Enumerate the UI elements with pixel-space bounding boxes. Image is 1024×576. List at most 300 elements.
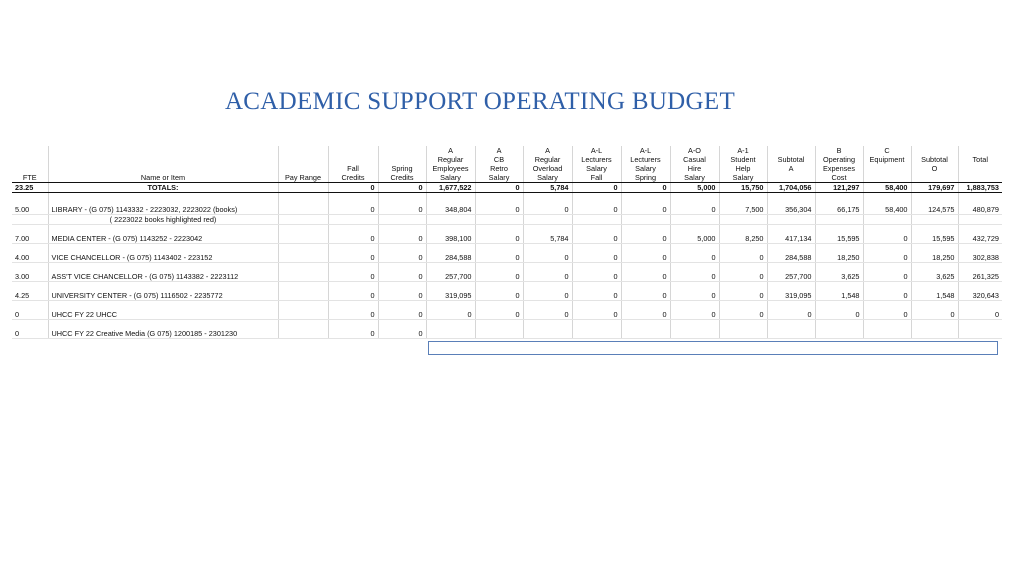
empty-cell[interactable] bbox=[426, 244, 475, 254]
empty-cell[interactable] bbox=[958, 301, 1002, 311]
empty-cell[interactable] bbox=[621, 263, 670, 273]
empty-cell[interactable] bbox=[911, 244, 958, 254]
data-cell[interactable]: 0 bbox=[523, 272, 572, 282]
empty-cell[interactable] bbox=[815, 244, 863, 254]
header-cell[interactable] bbox=[328, 146, 378, 155]
empty-cell[interactable] bbox=[523, 225, 572, 235]
empty-cell[interactable] bbox=[911, 225, 958, 235]
data-cell[interactable]: 18,250 bbox=[911, 253, 958, 263]
header-cell[interactable]: Overload bbox=[523, 164, 572, 173]
header-cell[interactable] bbox=[12, 155, 48, 164]
empty-cell[interactable] bbox=[719, 263, 767, 273]
empty-cell[interactable] bbox=[278, 215, 328, 225]
data-cell[interactable]: 0 bbox=[328, 205, 378, 215]
empty-cell[interactable] bbox=[48, 282, 278, 292]
data-cell[interactable]: 0 bbox=[378, 253, 426, 263]
empty-cell[interactable] bbox=[426, 225, 475, 235]
empty-cell[interactable] bbox=[815, 263, 863, 273]
empty-cell[interactable] bbox=[815, 301, 863, 311]
empty-cell[interactable] bbox=[815, 193, 863, 206]
empty-cell[interactable] bbox=[911, 282, 958, 292]
data-cell[interactable]: 0 bbox=[378, 329, 426, 339]
empty-cell[interactable] bbox=[378, 244, 426, 254]
data-cell[interactable]: 0 bbox=[12, 329, 48, 339]
empty-cell[interactable] bbox=[475, 225, 523, 235]
empty-cell[interactable] bbox=[670, 263, 719, 273]
totals-cell[interactable]: 5,000 bbox=[670, 183, 719, 193]
empty-cell[interactable] bbox=[719, 320, 767, 330]
empty-cell[interactable] bbox=[815, 215, 863, 225]
totals-cell[interactable]: 5,784 bbox=[523, 183, 572, 193]
data-cell[interactable]: 0 bbox=[719, 291, 767, 301]
data-cell[interactable]: 0 bbox=[523, 310, 572, 320]
header-cell[interactable]: Expenses bbox=[815, 164, 863, 173]
header-cell[interactable]: Subtotal bbox=[767, 155, 815, 164]
empty-cell[interactable] bbox=[378, 193, 426, 206]
empty-cell[interactable] bbox=[12, 263, 48, 273]
data-cell[interactable]: 15,595 bbox=[815, 234, 863, 244]
header-cell[interactable] bbox=[278, 146, 328, 155]
empty-cell[interactable] bbox=[719, 225, 767, 235]
header-cell[interactable] bbox=[278, 164, 328, 173]
empty-cell[interactable] bbox=[911, 301, 958, 311]
empty-cell[interactable] bbox=[572, 244, 621, 254]
empty-cell[interactable] bbox=[378, 320, 426, 330]
data-cell[interactable] bbox=[278, 329, 328, 339]
data-cell[interactable]: 0 bbox=[719, 253, 767, 263]
header-cell[interactable] bbox=[12, 146, 48, 155]
header-cell[interactable]: Regular bbox=[523, 155, 572, 164]
empty-cell[interactable] bbox=[572, 282, 621, 292]
empty-cell[interactable] bbox=[572, 301, 621, 311]
data-cell[interactable] bbox=[278, 310, 328, 320]
data-cell[interactable] bbox=[621, 329, 670, 339]
header-cell[interactable]: Fall bbox=[328, 164, 378, 173]
empty-cell[interactable] bbox=[426, 320, 475, 330]
empty-cell[interactable] bbox=[863, 225, 911, 235]
data-cell[interactable] bbox=[475, 329, 523, 339]
empty-cell[interactable] bbox=[48, 320, 278, 330]
data-cell[interactable]: 0 bbox=[670, 310, 719, 320]
totals-cell[interactable]: TOTALS: bbox=[48, 183, 278, 193]
data-cell[interactable] bbox=[572, 329, 621, 339]
data-cell[interactable]: 0 bbox=[767, 310, 815, 320]
empty-cell[interactable] bbox=[328, 320, 378, 330]
empty-cell[interactable] bbox=[12, 320, 48, 330]
empty-cell[interactable] bbox=[426, 301, 475, 311]
empty-cell[interactable] bbox=[378, 301, 426, 311]
header-cell[interactable]: A-O bbox=[670, 146, 719, 155]
empty-cell[interactable] bbox=[815, 282, 863, 292]
empty-cell[interactable] bbox=[767, 244, 815, 254]
data-cell[interactable]: 319,095 bbox=[767, 291, 815, 301]
data-cell[interactable] bbox=[278, 205, 328, 215]
data-cell[interactable]: 0 bbox=[328, 310, 378, 320]
data-cell[interactable]: 284,588 bbox=[767, 253, 815, 263]
empty-cell[interactable] bbox=[621, 244, 670, 254]
item-name-cell[interactable]: MEDIA CENTER - (G 075) 1143252 - 2223042 bbox=[48, 234, 278, 244]
empty-cell[interactable] bbox=[475, 193, 523, 206]
data-cell[interactable]: 0 bbox=[572, 253, 621, 263]
empty-cell[interactable] bbox=[670, 193, 719, 206]
data-cell[interactable]: 58,400 bbox=[863, 205, 911, 215]
data-cell[interactable]: 3,625 bbox=[911, 272, 958, 282]
header-cell[interactable] bbox=[378, 146, 426, 155]
empty-cell[interactable] bbox=[863, 215, 911, 225]
data-cell[interactable]: 284,588 bbox=[426, 253, 475, 263]
empty-cell[interactable] bbox=[328, 244, 378, 254]
header-cell[interactable]: Employees bbox=[426, 164, 475, 173]
header-cell[interactable] bbox=[328, 155, 378, 164]
empty-cell[interactable] bbox=[48, 263, 278, 273]
header-cell[interactable]: Salary bbox=[670, 173, 719, 183]
header-cell[interactable]: A bbox=[475, 146, 523, 155]
data-cell[interactable]: 480,879 bbox=[958, 205, 1002, 215]
header-cell[interactable]: Salary bbox=[426, 173, 475, 183]
empty-cell[interactable] bbox=[958, 244, 1002, 254]
empty-cell[interactable] bbox=[670, 225, 719, 235]
header-cell[interactable]: Credits bbox=[328, 173, 378, 183]
header-cell[interactable]: Salary bbox=[572, 164, 621, 173]
totals-cell[interactable]: 179,697 bbox=[911, 183, 958, 193]
data-cell[interactable]: 3,625 bbox=[815, 272, 863, 282]
empty-cell[interactable] bbox=[767, 263, 815, 273]
header-cell[interactable]: CB bbox=[475, 155, 523, 164]
empty-cell[interactable] bbox=[719, 282, 767, 292]
empty-cell[interactable] bbox=[12, 215, 48, 225]
data-cell[interactable]: 0 bbox=[621, 253, 670, 263]
header-cell[interactable] bbox=[48, 155, 278, 164]
item-name-cell[interactable]: VICE CHANCELLOR - (G 075) 1143402 - 223152 bbox=[48, 253, 278, 263]
empty-cell[interactable] bbox=[863, 263, 911, 273]
data-cell[interactable]: 398,100 bbox=[426, 234, 475, 244]
item-name-cell[interactable]: LIBRARY - (G 075) 1143332 - 2223032, 2223022 (books) bbox=[48, 205, 278, 215]
empty-cell[interactable] bbox=[48, 301, 278, 311]
data-cell[interactable]: 348,804 bbox=[426, 205, 475, 215]
data-cell[interactable]: 0 bbox=[863, 291, 911, 301]
empty-cell[interactable] bbox=[621, 215, 670, 225]
empty-cell[interactable] bbox=[426, 215, 475, 225]
data-cell[interactable]: 356,304 bbox=[767, 205, 815, 215]
header-cell[interactable]: Casual bbox=[670, 155, 719, 164]
data-cell[interactable]: 0 bbox=[572, 234, 621, 244]
empty-cell[interactable] bbox=[328, 215, 378, 225]
data-cell[interactable]: 0 bbox=[12, 310, 48, 320]
empty-cell[interactable] bbox=[475, 320, 523, 330]
data-cell[interactable]: 8,250 bbox=[719, 234, 767, 244]
header-cell[interactable] bbox=[863, 164, 911, 173]
empty-cell[interactable] bbox=[863, 320, 911, 330]
empty-cell[interactable] bbox=[863, 301, 911, 311]
header-cell[interactable]: Lecturers bbox=[572, 155, 621, 164]
data-cell[interactable]: 0 bbox=[572, 310, 621, 320]
totals-cell[interactable]: 121,297 bbox=[815, 183, 863, 193]
empty-cell[interactable] bbox=[523, 244, 572, 254]
data-cell[interactable]: 0 bbox=[378, 310, 426, 320]
data-cell[interactable]: 5,784 bbox=[523, 234, 572, 244]
selected-cell-range[interactable] bbox=[428, 341, 998, 355]
empty-cell[interactable] bbox=[621, 301, 670, 311]
data-cell[interactable]: 4.25 bbox=[12, 291, 48, 301]
data-cell[interactable]: 0 bbox=[475, 205, 523, 215]
empty-cell[interactable] bbox=[12, 244, 48, 254]
data-cell[interactable]: 0 bbox=[328, 272, 378, 282]
empty-cell[interactable] bbox=[426, 263, 475, 273]
totals-cell[interactable] bbox=[278, 183, 328, 193]
empty-cell[interactable] bbox=[815, 225, 863, 235]
header-cell[interactable]: Salary bbox=[523, 173, 572, 183]
empty-cell[interactable] bbox=[48, 225, 278, 235]
header-cell[interactable]: Retro bbox=[475, 164, 523, 173]
data-cell[interactable]: 0 bbox=[719, 272, 767, 282]
header-cell[interactable] bbox=[48, 146, 278, 155]
data-cell[interactable]: 18,250 bbox=[815, 253, 863, 263]
totals-cell[interactable]: 15,750 bbox=[719, 183, 767, 193]
empty-cell[interactable] bbox=[328, 282, 378, 292]
header-cell[interactable] bbox=[911, 173, 958, 183]
empty-cell[interactable] bbox=[767, 215, 815, 225]
data-cell[interactable]: 0 bbox=[670, 253, 719, 263]
header-cell[interactable] bbox=[278, 155, 328, 164]
data-cell[interactable]: 5.00 bbox=[12, 205, 48, 215]
item-name-cell[interactable]: ASS'T VICE CHANCELLOR - (G 075) 1143382 - 2223112 bbox=[48, 272, 278, 282]
data-cell[interactable]: 4.00 bbox=[12, 253, 48, 263]
data-cell[interactable]: 0 bbox=[911, 310, 958, 320]
header-cell[interactable]: B bbox=[815, 146, 863, 155]
data-cell[interactable]: 7.00 bbox=[12, 234, 48, 244]
empty-cell[interactable] bbox=[328, 263, 378, 273]
data-cell[interactable]: 432,729 bbox=[958, 234, 1002, 244]
item-name-cell[interactable]: UNIVERSITY CENTER - (G 075) 1116502 - 2235772 bbox=[48, 291, 278, 301]
data-cell[interactable]: 0 bbox=[378, 234, 426, 244]
header-cell[interactable]: FTE bbox=[12, 173, 48, 183]
empty-cell[interactable] bbox=[48, 244, 278, 254]
empty-cell[interactable] bbox=[719, 301, 767, 311]
totals-cell[interactable]: 0 bbox=[572, 183, 621, 193]
header-cell[interactable]: Hire bbox=[670, 164, 719, 173]
item-name-cell[interactable]: UHCC FY 22 UHCC bbox=[48, 310, 278, 320]
empty-cell[interactable] bbox=[475, 244, 523, 254]
empty-cell[interactable] bbox=[958, 282, 1002, 292]
data-cell[interactable]: 66,175 bbox=[815, 205, 863, 215]
header-cell[interactable]: A bbox=[426, 146, 475, 155]
data-cell[interactable]: 0 bbox=[572, 291, 621, 301]
data-cell[interactable]: 257,700 bbox=[426, 272, 475, 282]
data-cell[interactable]: 0 bbox=[426, 310, 475, 320]
data-cell[interactable]: 7,500 bbox=[719, 205, 767, 215]
data-cell[interactable] bbox=[278, 291, 328, 301]
data-cell[interactable]: 319,095 bbox=[426, 291, 475, 301]
empty-cell[interactable] bbox=[958, 193, 1002, 206]
data-cell[interactable] bbox=[426, 329, 475, 339]
empty-cell[interactable] bbox=[328, 193, 378, 206]
data-cell[interactable]: 0 bbox=[572, 272, 621, 282]
row-note[interactable]: ( 2223022 books highlighted red) bbox=[48, 215, 278, 225]
empty-cell[interactable] bbox=[475, 282, 523, 292]
data-cell[interactable]: 0 bbox=[670, 291, 719, 301]
header-cell[interactable] bbox=[48, 164, 278, 173]
totals-cell[interactable]: 58,400 bbox=[863, 183, 911, 193]
header-cell[interactable]: Student bbox=[719, 155, 767, 164]
empty-cell[interactable] bbox=[278, 282, 328, 292]
empty-cell[interactable] bbox=[378, 215, 426, 225]
header-cell[interactable] bbox=[767, 146, 815, 155]
empty-cell[interactable] bbox=[958, 215, 1002, 225]
data-cell[interactable] bbox=[911, 329, 958, 339]
empty-cell[interactable] bbox=[767, 282, 815, 292]
data-cell[interactable] bbox=[278, 272, 328, 282]
header-cell[interactable] bbox=[958, 146, 1002, 155]
data-cell[interactable] bbox=[719, 329, 767, 339]
data-cell[interactable]: 0 bbox=[815, 310, 863, 320]
empty-cell[interactable] bbox=[719, 215, 767, 225]
header-cell[interactable]: Operating bbox=[815, 155, 863, 164]
empty-cell[interactable] bbox=[523, 282, 572, 292]
item-name-cell[interactable]: UHCC FY 22 Creative Media (G 075) 1200185 - 2301230 bbox=[48, 329, 278, 339]
empty-cell[interactable] bbox=[523, 320, 572, 330]
empty-cell[interactable] bbox=[621, 193, 670, 206]
data-cell[interactable]: 1,548 bbox=[911, 291, 958, 301]
empty-cell[interactable] bbox=[670, 244, 719, 254]
totals-cell[interactable]: 0 bbox=[378, 183, 426, 193]
data-cell[interactable] bbox=[670, 329, 719, 339]
header-cell[interactable] bbox=[958, 173, 1002, 183]
header-cell[interactable]: A bbox=[767, 164, 815, 173]
empty-cell[interactable] bbox=[475, 301, 523, 311]
header-cell[interactable]: Total bbox=[972, 155, 988, 164]
header-cell[interactable]: O bbox=[911, 164, 958, 173]
empty-cell[interactable] bbox=[48, 193, 278, 206]
empty-cell[interactable] bbox=[719, 193, 767, 206]
data-cell[interactable]: 0 bbox=[958, 310, 1002, 320]
data-cell[interactable]: 124,575 bbox=[911, 205, 958, 215]
empty-cell[interactable] bbox=[523, 215, 572, 225]
empty-cell[interactable] bbox=[621, 320, 670, 330]
header-cell[interactable]: Spring bbox=[378, 164, 426, 173]
data-cell[interactable]: 0 bbox=[475, 310, 523, 320]
header-cell[interactable]: Pay Range bbox=[278, 173, 328, 183]
empty-cell[interactable] bbox=[767, 301, 815, 311]
totals-cell[interactable]: 1,883,753 bbox=[958, 183, 1002, 193]
data-cell[interactable] bbox=[767, 329, 815, 339]
data-cell[interactable]: 0 bbox=[328, 291, 378, 301]
data-cell[interactable]: 0 bbox=[328, 329, 378, 339]
header-cell[interactable]: C bbox=[863, 146, 911, 155]
data-cell[interactable]: 0 bbox=[621, 291, 670, 301]
totals-cell[interactable]: 1,677,522 bbox=[426, 183, 475, 193]
data-cell[interactable]: 0 bbox=[719, 310, 767, 320]
data-cell[interactable]: 0 bbox=[621, 310, 670, 320]
data-cell[interactable]: 0 bbox=[523, 253, 572, 263]
data-cell[interactable]: 0 bbox=[328, 234, 378, 244]
data-cell[interactable]: 0 bbox=[621, 272, 670, 282]
empty-cell[interactable] bbox=[426, 282, 475, 292]
empty-cell[interactable] bbox=[572, 320, 621, 330]
header-cell[interactable] bbox=[863, 173, 911, 183]
data-cell[interactable] bbox=[278, 253, 328, 263]
empty-cell[interactable] bbox=[621, 225, 670, 235]
data-cell[interactable]: 0 bbox=[670, 272, 719, 282]
header-cell[interactable] bbox=[911, 146, 958, 155]
data-cell[interactable]: 0 bbox=[863, 310, 911, 320]
empty-cell[interactable] bbox=[523, 301, 572, 311]
data-cell[interactable]: 417,134 bbox=[767, 234, 815, 244]
data-cell[interactable]: 320,643 bbox=[958, 291, 1002, 301]
data-cell[interactable] bbox=[863, 329, 911, 339]
header-cell[interactable]: Fall bbox=[572, 173, 621, 183]
data-cell[interactable]: 0 bbox=[378, 272, 426, 282]
header-cell[interactable]: A-1 bbox=[719, 146, 767, 155]
header-cell[interactable]: Regular bbox=[426, 155, 475, 164]
empty-cell[interactable] bbox=[911, 320, 958, 330]
data-cell[interactable]: 0 bbox=[863, 272, 911, 282]
empty-cell[interactable] bbox=[475, 263, 523, 273]
empty-cell[interactable] bbox=[670, 282, 719, 292]
data-cell[interactable]: 0 bbox=[378, 205, 426, 215]
data-cell[interactable] bbox=[815, 329, 863, 339]
header-cell[interactable]: Cost bbox=[815, 173, 863, 183]
header-cell[interactable]: A bbox=[523, 146, 572, 155]
empty-cell[interactable] bbox=[475, 215, 523, 225]
data-cell[interactable]: 0 bbox=[475, 272, 523, 282]
empty-cell[interactable] bbox=[863, 282, 911, 292]
data-cell[interactable] bbox=[523, 329, 572, 339]
empty-cell[interactable] bbox=[278, 225, 328, 235]
data-cell[interactable]: 1,548 bbox=[815, 291, 863, 301]
empty-cell[interactable] bbox=[523, 193, 572, 206]
empty-cell[interactable] bbox=[378, 282, 426, 292]
data-cell[interactable]: 3.00 bbox=[12, 272, 48, 282]
empty-cell[interactable] bbox=[911, 215, 958, 225]
data-cell[interactable] bbox=[958, 329, 1002, 339]
header-cell[interactable]: A-L bbox=[621, 146, 670, 155]
empty-cell[interactable] bbox=[911, 263, 958, 273]
header-cell[interactable]: Salary bbox=[475, 173, 523, 183]
empty-cell[interactable] bbox=[328, 301, 378, 311]
empty-cell[interactable] bbox=[426, 193, 475, 206]
header-cell[interactable]: Credits bbox=[378, 173, 426, 183]
empty-cell[interactable] bbox=[12, 282, 48, 292]
empty-cell[interactable] bbox=[815, 320, 863, 330]
data-cell[interactable]: 0 bbox=[572, 205, 621, 215]
data-cell[interactable]: 0 bbox=[621, 234, 670, 244]
empty-cell[interactable] bbox=[572, 215, 621, 225]
empty-cell[interactable] bbox=[911, 193, 958, 206]
empty-cell[interactable] bbox=[767, 193, 815, 206]
empty-cell[interactable] bbox=[572, 263, 621, 273]
empty-cell[interactable] bbox=[278, 263, 328, 273]
empty-cell[interactable] bbox=[719, 244, 767, 254]
empty-cell[interactable] bbox=[278, 320, 328, 330]
empty-cell[interactable] bbox=[767, 320, 815, 330]
empty-cell[interactable] bbox=[12, 193, 48, 206]
header-cell[interactable]: Salary bbox=[621, 164, 670, 173]
data-cell[interactable]: 261,325 bbox=[958, 272, 1002, 282]
empty-cell[interactable] bbox=[378, 263, 426, 273]
totals-cell[interactable]: 0 bbox=[475, 183, 523, 193]
header-cell[interactable]: Name or Item bbox=[48, 173, 278, 183]
empty-cell[interactable] bbox=[378, 225, 426, 235]
data-cell[interactable]: 0 bbox=[863, 234, 911, 244]
header-cell[interactable] bbox=[958, 164, 1002, 173]
data-cell[interactable] bbox=[278, 234, 328, 244]
data-cell[interactable]: 0 bbox=[863, 253, 911, 263]
data-cell[interactable]: 0 bbox=[523, 291, 572, 301]
header-cell[interactable]: Subtotal bbox=[911, 155, 958, 164]
empty-cell[interactable] bbox=[572, 225, 621, 235]
data-cell[interactable]: 0 bbox=[621, 205, 670, 215]
data-cell[interactable]: 15,595 bbox=[911, 234, 958, 244]
